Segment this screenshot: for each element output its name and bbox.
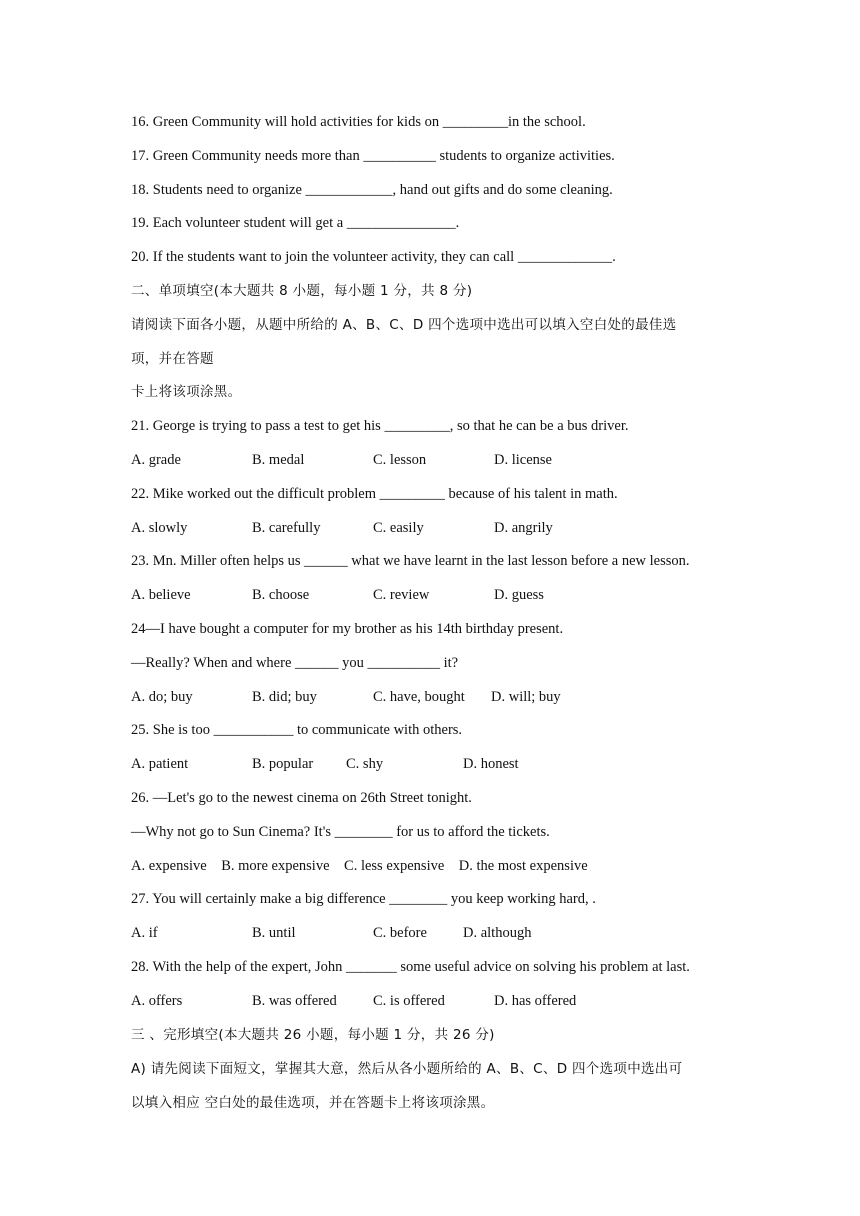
section-3-instructions-line-2: 以填入相应 空白处的最佳选项，并在答题卡上将该项涂黑。 [131, 1095, 495, 1111]
section-2-instructions-line-3: 卡上将该项涂黑。 [131, 384, 242, 400]
question-27: 27. You will certainly make a big difference ________ you keep working hard, . [131, 891, 596, 907]
question-16: 16. Green Community will hold activities for kids on _________in the school. [131, 114, 586, 130]
section-3-instructions-line-1: A) 请先阅读下面短文，掌握其大意，然后从各小题所给的 A、B、C、D 四个选项中选出可 [131, 1061, 683, 1077]
option-22-b: B. carefully [252, 520, 321, 536]
option-25-c: C. shy [346, 756, 384, 772]
question-21: 21. George is trying to pass a test to get his _________, so that he can be a bus driver. [131, 418, 629, 434]
option-25-d: D. honest [463, 756, 519, 772]
question-25: 25. She is too ___________ to communicate with others. [131, 722, 463, 738]
option-28-b: B. was offered [252, 993, 337, 1009]
option-23-a: A. believe [131, 587, 191, 603]
option-22-c: C. easily [373, 520, 424, 536]
question-24-line-2: —Really? When and where ______ you __________ it? [131, 655, 459, 671]
option-27-a: A. if [131, 925, 158, 941]
question-19: 19. Each volunteer student will get a _______________. [131, 215, 460, 231]
option-21-d: D. license [494, 452, 552, 468]
question-28: 28. With the help of the expert, John _______ some useful advice on solving his problem at last. [131, 959, 690, 975]
option-22-a: A. slowly [131, 520, 188, 536]
section-2-title: 二、单项填空(本大题共 8 小题，每小题 1 分，共 8 分) [131, 283, 473, 299]
section-3-title: 三 、完形填空(本大题共 26 小题，每小题 1 分，共 26 分) [131, 1027, 495, 1043]
option-21-c: C. lesson [373, 452, 427, 468]
option-24-a: A. do; buy [131, 689, 193, 705]
option-28-c: C. is offered [373, 993, 445, 1009]
question-23: 23. Mn. Miller often helps us ______ what we have learnt in the last lesson before a new lesson. [131, 553, 690, 569]
section-2-instructions-line-1: 请阅读下面各小题，从题中所给的 A、B、C、D 四个选项中选出可以填入空白处的最佳选 [131, 317, 677, 333]
option-21-a: A. grade [131, 452, 181, 468]
question-17: 17. Green Community needs more than __________ students to organize activities. [131, 148, 615, 164]
option-27-b: B. until [252, 925, 296, 941]
question-26-line-1: 26. —Let's go to the newest cinema on 26th Street tonight. [131, 790, 472, 806]
option-27-d: D. although [463, 925, 532, 941]
option-23-c: C. review [373, 587, 430, 603]
section-2-instructions-line-2: 项，并在答题 [131, 351, 214, 367]
option-23-b: B. choose [252, 587, 310, 603]
question-20: 20. If the students want to join the volunteer activity, they can call _____________. [131, 249, 616, 265]
option-25-b: B. popular [252, 756, 314, 772]
option-22-d: D. angrily [494, 520, 553, 536]
option-28-d: D. has offered [494, 993, 577, 1009]
option-23-d: D. guess [494, 587, 544, 603]
question-18: 18. Students need to organize ____________, hand out gifts and do some cleaning. [131, 182, 613, 198]
option-24-c: C. have, bought [373, 689, 465, 705]
option-27-c: C. before [373, 925, 427, 941]
option-24-d: D. will; buy [491, 689, 561, 705]
question-24-line-1: 24—I have bought a computer for my brother as his 14th birthday present. [131, 621, 564, 637]
option-25-a: A. patient [131, 756, 189, 772]
question-22: 22. Mike worked out the difficult problem _________ because of his talent in math. [131, 486, 618, 502]
option-24-b: B. did; buy [252, 689, 317, 705]
option-28-a: A. offers [131, 993, 183, 1009]
question-26-options: A. expensive B. more expensive C. less expensive D. the most expensive [131, 858, 588, 874]
option-21-b: B. medal [252, 452, 305, 468]
question-26-line-2: —Why not go to Sun Cinema? It's ________ for us to afford the tickets. [131, 824, 550, 840]
